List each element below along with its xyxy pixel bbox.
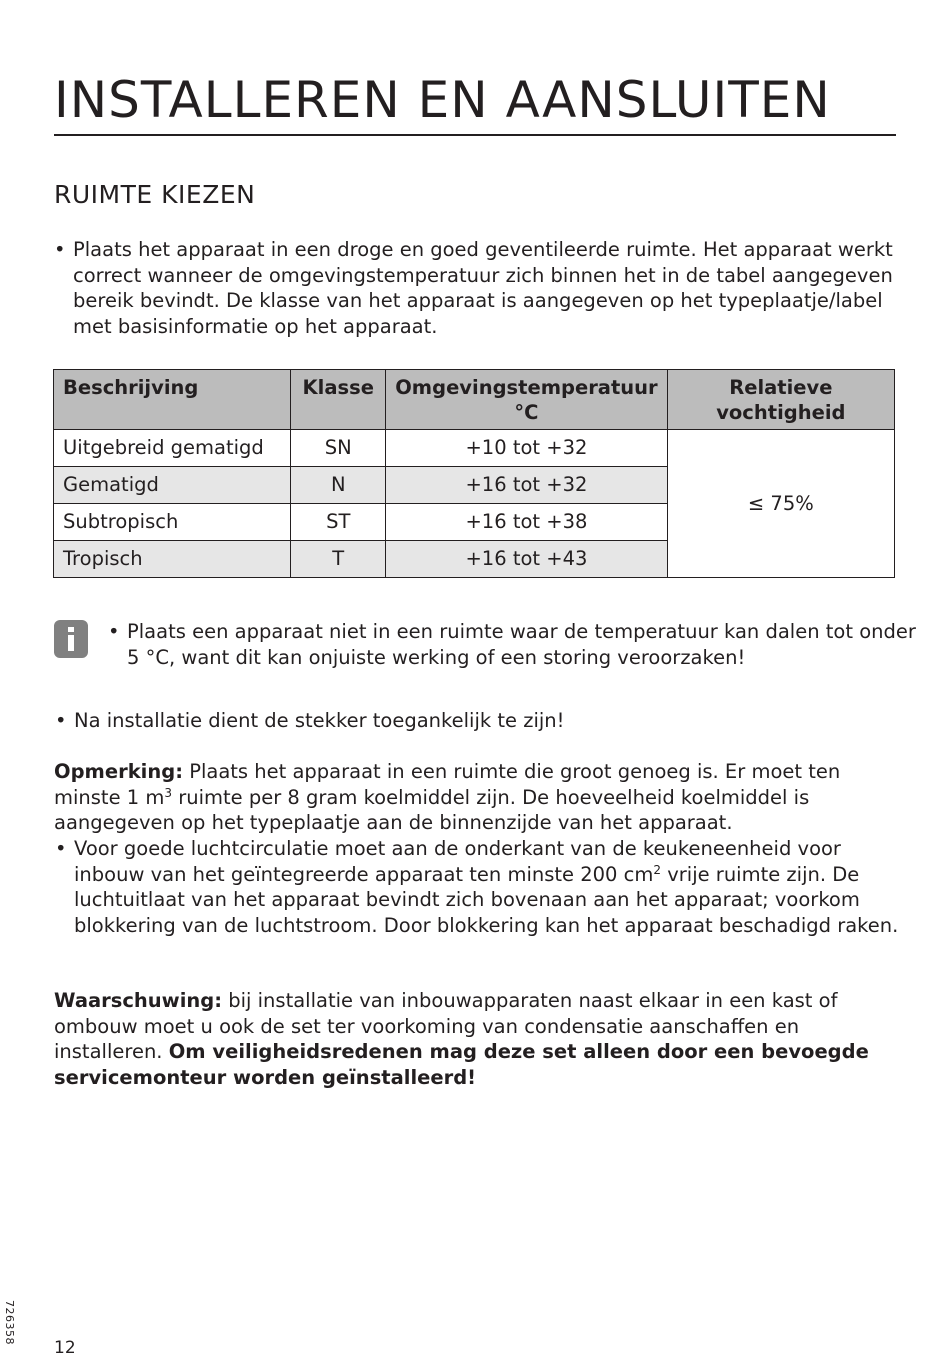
page-number: 12 bbox=[54, 1338, 76, 1358]
page-title: INSTALLEREN EN AANSLUITEN bbox=[54, 70, 896, 136]
remark-superscript: 3 bbox=[164, 785, 173, 800]
warning-text: bij installatie van inbouwapparaten naast elkaar in een kast of ombouw moet u ook de set ter voorkoming van condensatie aanschaffen en installeren. bbox=[54, 989, 838, 1063]
remark-label: Opmerking: bbox=[54, 760, 183, 783]
header-description: Beschrijving bbox=[54, 370, 291, 430]
socket-bullet: • Na installatie dient de stekker toegankelijk te zijn! bbox=[55, 708, 914, 734]
table-row bbox=[54, 430, 895, 467]
table-header-row bbox=[54, 370, 895, 430]
row-description: Subtropisch bbox=[54, 504, 291, 541]
row-class: N bbox=[291, 467, 386, 504]
humidity-value: ≤ 75% bbox=[667, 430, 894, 578]
row-class: T bbox=[291, 541, 386, 578]
warning-label: Waarschuwing: bbox=[54, 989, 223, 1012]
info-note: • Plaats een apparaat niet in een ruimte waar de temperatuur kan dalen tot onder 5 °C, want dit kan onjuiste werking of een storing veroorzaken! bbox=[108, 619, 917, 670]
header-temperature: Omgevingstemperatuur °C bbox=[386, 370, 667, 430]
row-description: Tropisch bbox=[54, 541, 291, 578]
row-temperature: +16 tot +43 bbox=[386, 541, 667, 578]
row-temperature: +16 tot +38 bbox=[386, 504, 667, 541]
warning-paragraph bbox=[54, 988, 896, 1090]
row-temperature: +10 tot +32 bbox=[386, 430, 667, 467]
airflow-text-2: vrije ruimte zijn. De luchtuitlaat van het apparaat bevindt zich bovenaan aan het apparaat; voorkom blokkering van de luchtstroom. Door blokkering kan het apparaat beschadigd raken. bbox=[74, 862, 899, 937]
airflow-superscript: 2 bbox=[653, 862, 662, 877]
row-class: SN bbox=[291, 430, 386, 467]
remark-text-1: Plaats het apparaat in een ruimte die groot genoeg is. Er moet ten minste 1 m bbox=[54, 760, 841, 809]
row-description: Uitgebreid gematigd bbox=[54, 430, 291, 467]
row-temperature: +16 tot +32 bbox=[386, 467, 667, 504]
header-humidity: Relatieve vochtigheid bbox=[667, 370, 894, 430]
section-title: RUIMTE KIEZEN bbox=[54, 180, 256, 209]
airflow-text-1: Voor goede luchtcirculatie moet aan de onderkant van de keukeneenheid voor inbouw van het geïntegreerde apparaat ten minste 200 cm bbox=[74, 837, 841, 886]
info-icon bbox=[54, 620, 88, 658]
row-description: Gematigd bbox=[54, 467, 291, 504]
climate-class-table bbox=[53, 369, 895, 578]
remark-paragraph bbox=[54, 759, 896, 836]
document-code: 726358 bbox=[3, 1300, 16, 1345]
remark-text-2: ruimte per 8 gram koelmiddel zijn. De hoeveelheid koelmiddel is aangegeven op het typeplaatje aan de binnenzijde van het apparaat. bbox=[54, 785, 810, 834]
header-class: Klasse bbox=[291, 370, 386, 430]
intro-bullet: • Plaats het apparaat in een droge en goed geventileerde ruimte. Het apparaat werkt correct wanneer de omgevingstemperatuur zich binnen het in de tabel aangegeven bereik bevindt. De klasse van het apparaat is aangegeven op het typeplaatje/label met basisinformatie op het apparaat. bbox=[54, 237, 915, 339]
warning-bold-text: Om veiligheidsredenen mag deze set alleen door een bevoegde servicemonteur worden geïnstalleerd! bbox=[54, 1040, 869, 1089]
airflow-bullet bbox=[55, 836, 915, 938]
row-class: ST bbox=[291, 504, 386, 541]
